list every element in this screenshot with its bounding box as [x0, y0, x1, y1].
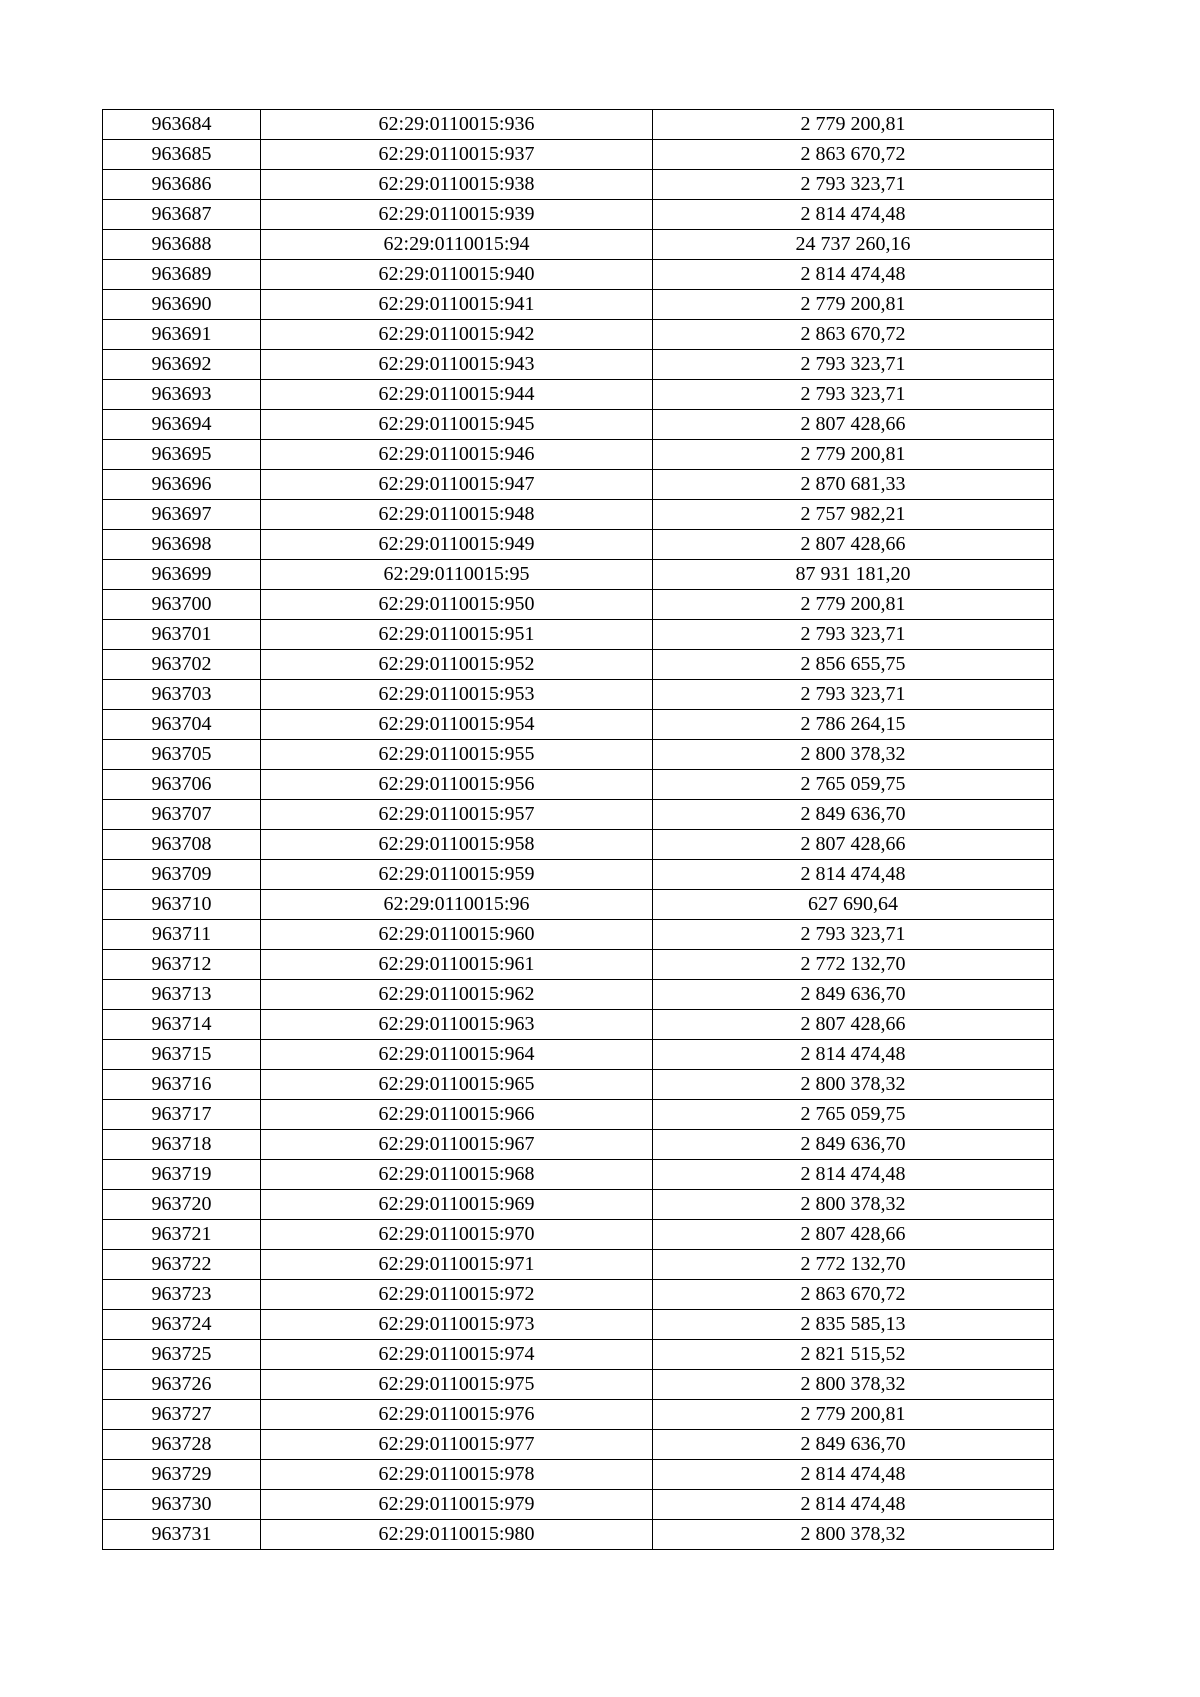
cadastral-number-cell: 62:29:0110015:964: [261, 1040, 653, 1070]
table-row: [103, 200, 1054, 230]
cadastral-value-cell: 2 800 378,32: [653, 1190, 1054, 1220]
cadastral-value-cell: 2 779 200,81: [653, 1400, 1054, 1430]
table-row: [103, 620, 1054, 650]
cadastral-value-cell: 2 793 323,71: [653, 170, 1054, 200]
table-row: [103, 710, 1054, 740]
cadastral-number-cell: 62:29:0110015:937: [261, 140, 653, 170]
row-number-cell: 963712: [103, 950, 261, 980]
cadastral-value-cell: 2 800 378,32: [653, 1370, 1054, 1400]
table-row: [103, 1520, 1054, 1550]
row-number-cell: 963711: [103, 920, 261, 950]
cadastral-value-cell: 2 793 323,71: [653, 620, 1054, 650]
cadastral-value-cell: 2 814 474,48: [653, 200, 1054, 230]
row-number-cell: 963693: [103, 380, 261, 410]
cadastral-value-cell: 2 814 474,48: [653, 1490, 1054, 1520]
table-row: [103, 170, 1054, 200]
table-row: [103, 440, 1054, 470]
row-number-cell: 963731: [103, 1520, 261, 1550]
row-number-cell: 963702: [103, 650, 261, 680]
table-row: [103, 1160, 1054, 1190]
table-row: [103, 920, 1054, 950]
cadastral-value-cell: 2 800 378,32: [653, 1520, 1054, 1550]
table-row: [103, 1130, 1054, 1160]
cadastral-value-cell: 2 849 636,70: [653, 1130, 1054, 1160]
cadastral-number-cell: 62:29:0110015:941: [261, 290, 653, 320]
table-row: [103, 1460, 1054, 1490]
cadastral-value-cell: 2 772 132,70: [653, 1250, 1054, 1280]
cadastral-value-cell: 2 863 670,72: [653, 320, 1054, 350]
cadastral-number-cell: 62:29:0110015:956: [261, 770, 653, 800]
table-row: [103, 140, 1054, 170]
cadastral-value-cell: 2 807 428,66: [653, 1220, 1054, 1250]
table-row: [103, 950, 1054, 980]
table-row: [103, 110, 1054, 140]
cadastral-value-cell: 2 786 264,15: [653, 710, 1054, 740]
row-number-cell: 963729: [103, 1460, 261, 1490]
cadastral-number-cell: 62:29:0110015:946: [261, 440, 653, 470]
row-number-cell: 963719: [103, 1160, 261, 1190]
cadastral-value-cell: 2 814 474,48: [653, 860, 1054, 890]
cadastral-value-cell: 2 793 323,71: [653, 350, 1054, 380]
cadastral-value-cell: 627 690,64: [653, 890, 1054, 920]
cadastral-value-cell: 2 863 670,72: [653, 140, 1054, 170]
cadastral-value-cell: 2 814 474,48: [653, 1460, 1054, 1490]
cadastral-number-cell: 62:29:0110015:955: [261, 740, 653, 770]
cadastral-number-cell: 62:29:0110015:975: [261, 1370, 653, 1400]
row-number-cell: 963690: [103, 290, 261, 320]
row-number-cell: 963704: [103, 710, 261, 740]
row-number-cell: 963686: [103, 170, 261, 200]
row-number-cell: 963689: [103, 260, 261, 290]
table-row: [103, 1370, 1054, 1400]
row-number-cell: 963696: [103, 470, 261, 500]
cadastral-number-cell: 62:29:0110015:965: [261, 1070, 653, 1100]
cadastral-number-cell: 62:29:0110015:974: [261, 1340, 653, 1370]
cadastral-value-cell: 2 800 378,32: [653, 1070, 1054, 1100]
table-row: [103, 1430, 1054, 1460]
cadastral-value-cell: 2 779 200,81: [653, 290, 1054, 320]
row-number-cell: 963685: [103, 140, 261, 170]
table-body: [103, 110, 1054, 1550]
cadastral-value-cell: 2 793 323,71: [653, 680, 1054, 710]
cadastral-number-cell: 62:29:0110015:954: [261, 710, 653, 740]
cadastral-number-cell: 62:29:0110015:96: [261, 890, 653, 920]
cadastral-number-cell: 62:29:0110015:936: [261, 110, 653, 140]
table-row: [103, 320, 1054, 350]
cadastral-value-cell: 2 849 636,70: [653, 1430, 1054, 1460]
cadastral-value-cell: 2 779 200,81: [653, 440, 1054, 470]
table-row: [103, 980, 1054, 1010]
row-number-cell: 963695: [103, 440, 261, 470]
table-row: [103, 1100, 1054, 1130]
row-number-cell: 963723: [103, 1280, 261, 1310]
cadastral-value-cell: 2 814 474,48: [653, 1040, 1054, 1070]
table-row: [103, 770, 1054, 800]
cadastral-number-cell: 62:29:0110015:943: [261, 350, 653, 380]
cadastral-value-cell: 2 800 378,32: [653, 740, 1054, 770]
cadastral-number-cell: 62:29:0110015:972: [261, 1280, 653, 1310]
cadastral-value-cell: 2 807 428,66: [653, 530, 1054, 560]
table-row: [103, 410, 1054, 440]
cadastral-number-cell: 62:29:0110015:938: [261, 170, 653, 200]
row-number-cell: 963703: [103, 680, 261, 710]
row-number-cell: 963724: [103, 1310, 261, 1340]
row-number-cell: 963718: [103, 1130, 261, 1160]
row-number-cell: 963707: [103, 800, 261, 830]
row-number-cell: 963713: [103, 980, 261, 1010]
table-row: [103, 290, 1054, 320]
table-row: [103, 1190, 1054, 1220]
cadastral-number-cell: 62:29:0110015:962: [261, 980, 653, 1010]
row-number-cell: 963730: [103, 1490, 261, 1520]
cadastral-number-cell: 62:29:0110015:957: [261, 800, 653, 830]
cadastral-number-cell: 62:29:0110015:949: [261, 530, 653, 560]
cadastral-value-cell: 2 807 428,66: [653, 410, 1054, 440]
table-row: [103, 1070, 1054, 1100]
cadastral-number-cell: 62:29:0110015:966: [261, 1100, 653, 1130]
row-number-cell: 963698: [103, 530, 261, 560]
cadastral-value-cell: 2 757 982,21: [653, 500, 1054, 530]
cadastral-number-cell: 62:29:0110015:960: [261, 920, 653, 950]
cadastral-number-cell: 62:29:0110015:978: [261, 1460, 653, 1490]
table-row: [103, 650, 1054, 680]
table-row: [103, 500, 1054, 530]
table-row: [103, 890, 1054, 920]
table-row: [103, 860, 1054, 890]
row-number-cell: 963688: [103, 230, 261, 260]
cadastral-value-cell: 2 821 515,52: [653, 1340, 1054, 1370]
cadastral-value-cell: 2 807 428,66: [653, 830, 1054, 860]
table-row: [103, 1310, 1054, 1340]
table-row: [103, 680, 1054, 710]
cadastral-number-cell: 62:29:0110015:948: [261, 500, 653, 530]
table-row: [103, 1250, 1054, 1280]
cadastral-number-cell: 62:29:0110015:94: [261, 230, 653, 260]
row-number-cell: 963720: [103, 1190, 261, 1220]
row-number-cell: 963714: [103, 1010, 261, 1040]
cadastral-number-cell: 62:29:0110015:944: [261, 380, 653, 410]
cadastral-number-cell: 62:29:0110015:968: [261, 1160, 653, 1190]
cadastral-value-cell: 2 807 428,66: [653, 1010, 1054, 1040]
row-number-cell: 963692: [103, 350, 261, 380]
cadastral-number-cell: 62:29:0110015:969: [261, 1190, 653, 1220]
cadastral-value-table: [102, 109, 1054, 1550]
cadastral-value-cell: 2 863 670,72: [653, 1280, 1054, 1310]
row-number-cell: 963709: [103, 860, 261, 890]
row-number-cell: 963710: [103, 890, 261, 920]
row-number-cell: 963697: [103, 500, 261, 530]
table-row: [103, 1400, 1054, 1430]
cadastral-number-cell: 62:29:0110015:942: [261, 320, 653, 350]
cadastral-value-cell: 2 793 323,71: [653, 380, 1054, 410]
cadastral-number-cell: 62:29:0110015:971: [261, 1250, 653, 1280]
cadastral-value-cell: 2 814 474,48: [653, 1160, 1054, 1190]
cadastral-number-cell: 62:29:0110015:950: [261, 590, 653, 620]
cadastral-number-cell: 62:29:0110015:970: [261, 1220, 653, 1250]
cadastral-value-cell: 2 856 655,75: [653, 650, 1054, 680]
row-number-cell: 963715: [103, 1040, 261, 1070]
cadastral-number-cell: 62:29:0110015:976: [261, 1400, 653, 1430]
row-number-cell: 963700: [103, 590, 261, 620]
row-number-cell: 963725: [103, 1340, 261, 1370]
row-number-cell: 963728: [103, 1430, 261, 1460]
cadastral-value-cell: 2 849 636,70: [653, 980, 1054, 1010]
row-number-cell: 963716: [103, 1070, 261, 1100]
cadastral-number-cell: 62:29:0110015:951: [261, 620, 653, 650]
cadastral-number-cell: 62:29:0110015:967: [261, 1130, 653, 1160]
row-number-cell: 963706: [103, 770, 261, 800]
row-number-cell: 963691: [103, 320, 261, 350]
cadastral-number-cell: 62:29:0110015:958: [261, 830, 653, 860]
row-number-cell: 963708: [103, 830, 261, 860]
cadastral-number-cell: 62:29:0110015:952: [261, 650, 653, 680]
cadastral-value-cell: 2 765 059,75: [653, 770, 1054, 800]
cadastral-value-cell: 2 779 200,81: [653, 590, 1054, 620]
cadastral-value-cell: 2 814 474,48: [653, 260, 1054, 290]
cadastral-number-cell: 62:29:0110015:947: [261, 470, 653, 500]
cadastral-number-cell: 62:29:0110015:940: [261, 260, 653, 290]
cadastral-value-cell: 2 870 681,33: [653, 470, 1054, 500]
row-number-cell: 963726: [103, 1370, 261, 1400]
table-row: [103, 560, 1054, 590]
row-number-cell: 963684: [103, 110, 261, 140]
table-row: [103, 470, 1054, 500]
table-row: [103, 1040, 1054, 1070]
table-row: [103, 1010, 1054, 1040]
table-row: [103, 1490, 1054, 1520]
row-number-cell: 963687: [103, 200, 261, 230]
row-number-cell: 963727: [103, 1400, 261, 1430]
table-row: [103, 1280, 1054, 1310]
table-row: [103, 590, 1054, 620]
cadastral-number-cell: 62:29:0110015:973: [261, 1310, 653, 1340]
cadastral-number-cell: 62:29:0110015:979: [261, 1490, 653, 1520]
row-number-cell: 963717: [103, 1100, 261, 1130]
table-row: [103, 1220, 1054, 1250]
table-row: [103, 380, 1054, 410]
cadastral-value-cell: 2 849 636,70: [653, 800, 1054, 830]
table-row: [103, 530, 1054, 560]
cadastral-number-cell: 62:29:0110015:959: [261, 860, 653, 890]
cadastral-value-cell: 2 765 059,75: [653, 1100, 1054, 1130]
cadastral-number-cell: 62:29:0110015:961: [261, 950, 653, 980]
cadastral-number-cell: 62:29:0110015:945: [261, 410, 653, 440]
cadastral-value-cell: 2 835 585,13: [653, 1310, 1054, 1340]
cadastral-value-cell: 2 793 323,71: [653, 920, 1054, 950]
table-row: [103, 1340, 1054, 1370]
table-row: [103, 350, 1054, 380]
cadastral-value-cell: 2 779 200,81: [653, 110, 1054, 140]
cadastral-number-cell: 62:29:0110015:939: [261, 200, 653, 230]
table-row: [103, 740, 1054, 770]
cadastral-value-cell: 87 931 181,20: [653, 560, 1054, 590]
cadastral-number-cell: 62:29:0110015:953: [261, 680, 653, 710]
row-number-cell: 963701: [103, 620, 261, 650]
row-number-cell: 963722: [103, 1250, 261, 1280]
table-row: [103, 800, 1054, 830]
cadastral-value-cell: 24 737 260,16: [653, 230, 1054, 260]
table-row: [103, 830, 1054, 860]
cadastral-number-cell: 62:29:0110015:963: [261, 1010, 653, 1040]
table-row: [103, 230, 1054, 260]
cadastral-number-cell: 62:29:0110015:980: [261, 1520, 653, 1550]
table-row: [103, 260, 1054, 290]
cadastral-number-cell: 62:29:0110015:95: [261, 560, 653, 590]
cadastral-number-cell: 62:29:0110015:977: [261, 1430, 653, 1460]
row-number-cell: 963694: [103, 410, 261, 440]
row-number-cell: 963705: [103, 740, 261, 770]
row-number-cell: 963699: [103, 560, 261, 590]
row-number-cell: 963721: [103, 1220, 261, 1250]
cadastral-value-cell: 2 772 132,70: [653, 950, 1054, 980]
